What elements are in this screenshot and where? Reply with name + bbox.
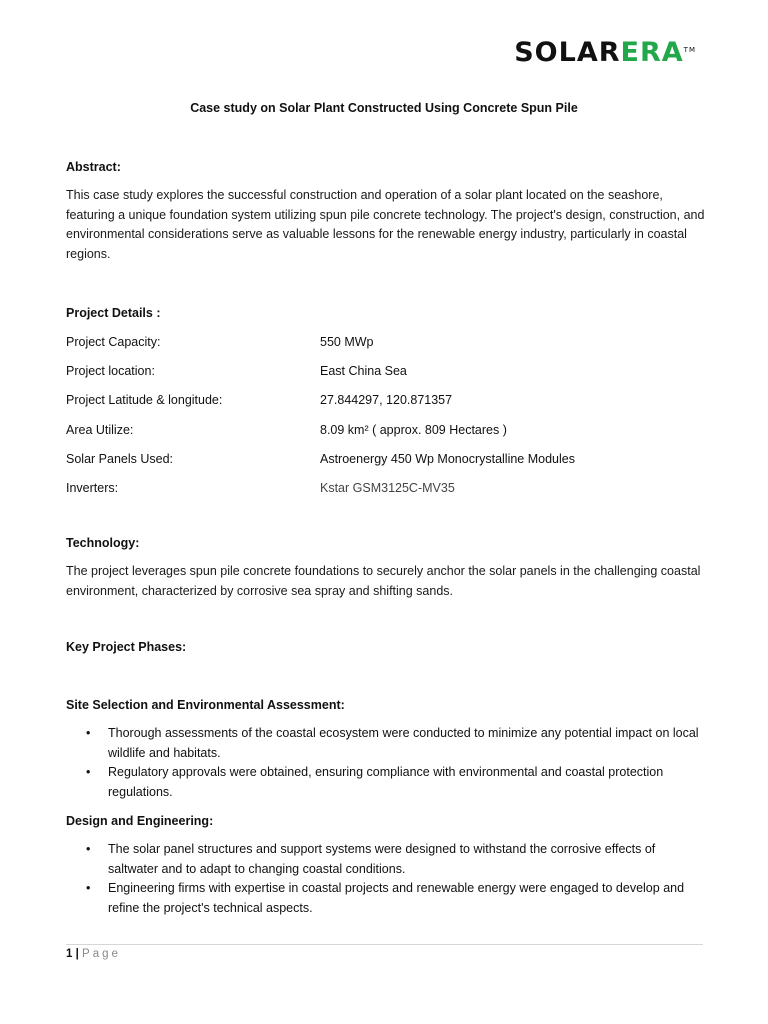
design-heading: Design and Engineering: (66, 814, 214, 828)
detail-value: 550 MWp (320, 335, 374, 349)
detail-value: Astroenergy 450 Wp Monocrystalline Modules (320, 452, 575, 466)
list-item: • The solar panel structures and support systems were designed to withstand the corrosive effects of saltwater and to adapt to changing coastal conditions. (66, 840, 706, 879)
detail-label: Inverters: (66, 481, 119, 495)
logo-text-solar: SOLAR (514, 37, 621, 68)
footer-separator: | (75, 948, 79, 960)
detail-value: Kstar GSM3125C-MV35 (320, 481, 455, 495)
detail-label: Area Utilize: (66, 423, 134, 437)
page-label: Page (82, 948, 121, 960)
logo-text-era: ERA (620, 37, 684, 68)
technology-text: The project leverages spun pile concrete foundations to securely anchor the solar panels in the challenging coastal environment, characterized by corrosive sea spray and shifting sands. (66, 564, 701, 598)
detail-value: East China Sea (320, 364, 407, 378)
document-title: Case study on Solar Plant Constructed Using Concrete Spun Pile (190, 101, 578, 115)
site-selection-heading: Site Selection and Environmental Assessment: (66, 698, 345, 712)
footer-divider (66, 944, 703, 945)
list-item: • Engineering firms with expertise in coastal projects and renewable energy were engaged to develop and refine the project's technical aspects. (66, 879, 706, 918)
detail-label: Solar Panels Used: (66, 452, 174, 466)
key-phases-heading: Key Project Phases: (66, 640, 187, 654)
logo-trademark: TM (683, 46, 696, 54)
project-details-heading: Project Details : (66, 306, 161, 320)
detail-label: Project Latitude & longitude: (66, 393, 223, 407)
abstract-heading: Abstract: (66, 160, 121, 174)
detail-label: Project location: (66, 364, 155, 378)
detail-value: 8.09 km² ( approx. 809 Hectares ) (320, 423, 507, 437)
list-item: • Regulatory approvals were obtained, ensuring compliance with environmental and coastal protection regulations. (66, 763, 706, 802)
solarera-logo (514, 38, 696, 68)
site-selection-list (66, 724, 706, 802)
detail-value: 27.844297, 120.871357 (320, 393, 453, 407)
technology-heading: Technology: (66, 536, 140, 550)
design-list (66, 840, 706, 918)
abstract-text: This case study explores the successful construction and operation of a solar plant located on the seashore, featuring a unique foundation system utilizing spun pile concrete technology. The project's design, construction, and environmental considerations serve as valuable lessons for the renewable energy industry, particularly in coastal regions. (66, 188, 705, 261)
detail-label: Project Capacity: (66, 335, 161, 349)
page-number: 1 (66, 948, 73, 960)
page-footer (66, 948, 121, 960)
list-item: • Thorough assessments of the coastal ecosystem were conducted to minimize any potential impact on local wildlife and habitats. (66, 724, 706, 763)
